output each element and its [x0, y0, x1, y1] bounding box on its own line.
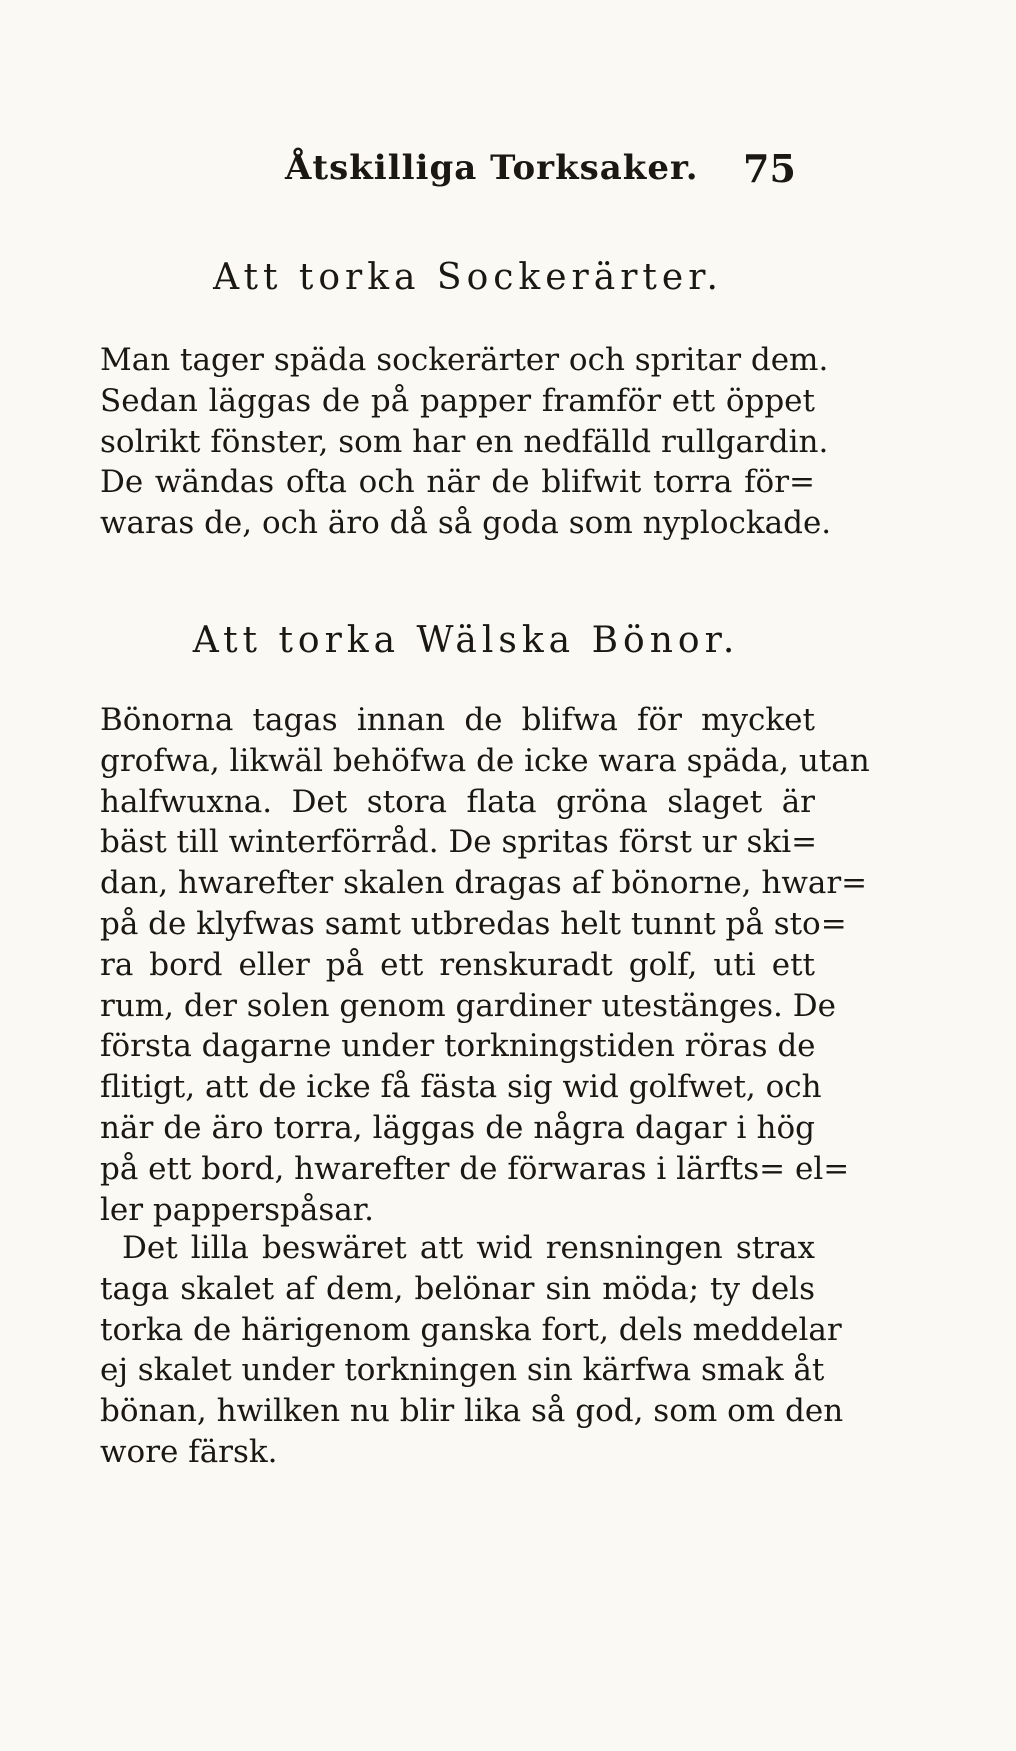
- text-line: när de äro torra, läggas de några dagar i hög: [100, 1109, 815, 1146]
- paragraph-beans-2: [100, 1228, 844, 1473]
- running-header: [0, 140, 1016, 200]
- text-line: solrikt fönster, som har en nedfälld rullgardin.: [100, 423, 829, 460]
- text-line: ra bord eller på ett renskuradt golf, uti ett: [100, 946, 815, 983]
- text-line: Bönorna tagas innan de blifwa för mycket: [100, 702, 815, 738]
- section-title-beans: Att torka Wälska Bönor.: [192, 620, 740, 661]
- text-line: grofwa, likwäl behöfwa de icke wara späda, utan: [100, 742, 870, 779]
- text-line: waras de, och äro då så goda som nyplockade.: [100, 505, 832, 542]
- text-line: dan, hwarefter skalen dragas af bönorne, hwar=: [100, 865, 868, 902]
- text-line: rum, der solen genom gardiner utestänges. De: [100, 987, 836, 1024]
- text-line: på ett bord, hwarefter de förwaras i lärfts= el=: [100, 1150, 850, 1187]
- running-title: Åtskilliga Torksaker.: [285, 148, 699, 188]
- text-line: Man tager späda sockerärter och spritar dem.: [100, 342, 829, 378]
- text-line: Det lilla beswäret att wid rensningen strax: [122, 1230, 815, 1266]
- text-line: bönan, hwilken nu blir lika så god, som om den: [100, 1393, 844, 1430]
- text-line: taga skalet af dem, belönar sin möda; ty dels: [100, 1270, 815, 1307]
- text-line: ler papperspåsar.: [100, 1191, 375, 1228]
- text-line: wore färsk.: [100, 1433, 278, 1470]
- text-line: torka de härigenom ganska fort, dels meddelar: [100, 1311, 842, 1348]
- section-title-sugar-peas: Att torka Sockerärter.: [213, 257, 723, 298]
- text-line: bäst till winterförråd. De spritas först ur ski=: [100, 824, 818, 861]
- text-line: flitigt, att de icke få fästa sig wid golfwet, och: [100, 1069, 822, 1106]
- text-line: på de klyfwas samt utbredas helt tunnt på sto=: [100, 905, 847, 942]
- page-number: 75: [743, 146, 796, 191]
- text-line: halfwuxna. Det stora flata gröna slaget är: [100, 783, 815, 820]
- text-line: första dagarne under torkningstiden röras de: [100, 1028, 816, 1065]
- text-line: Sedan läggas de på papper framför ett öppet: [100, 382, 815, 419]
- text-line: ej skalet under torkningen sin kärfwa smak åt: [100, 1352, 825, 1389]
- paragraph-sugar-peas: [100, 340, 832, 544]
- paragraph-beans-1: [100, 700, 870, 1230]
- text-line: De wändas ofta och när de blifwit torra för=: [100, 464, 815, 501]
